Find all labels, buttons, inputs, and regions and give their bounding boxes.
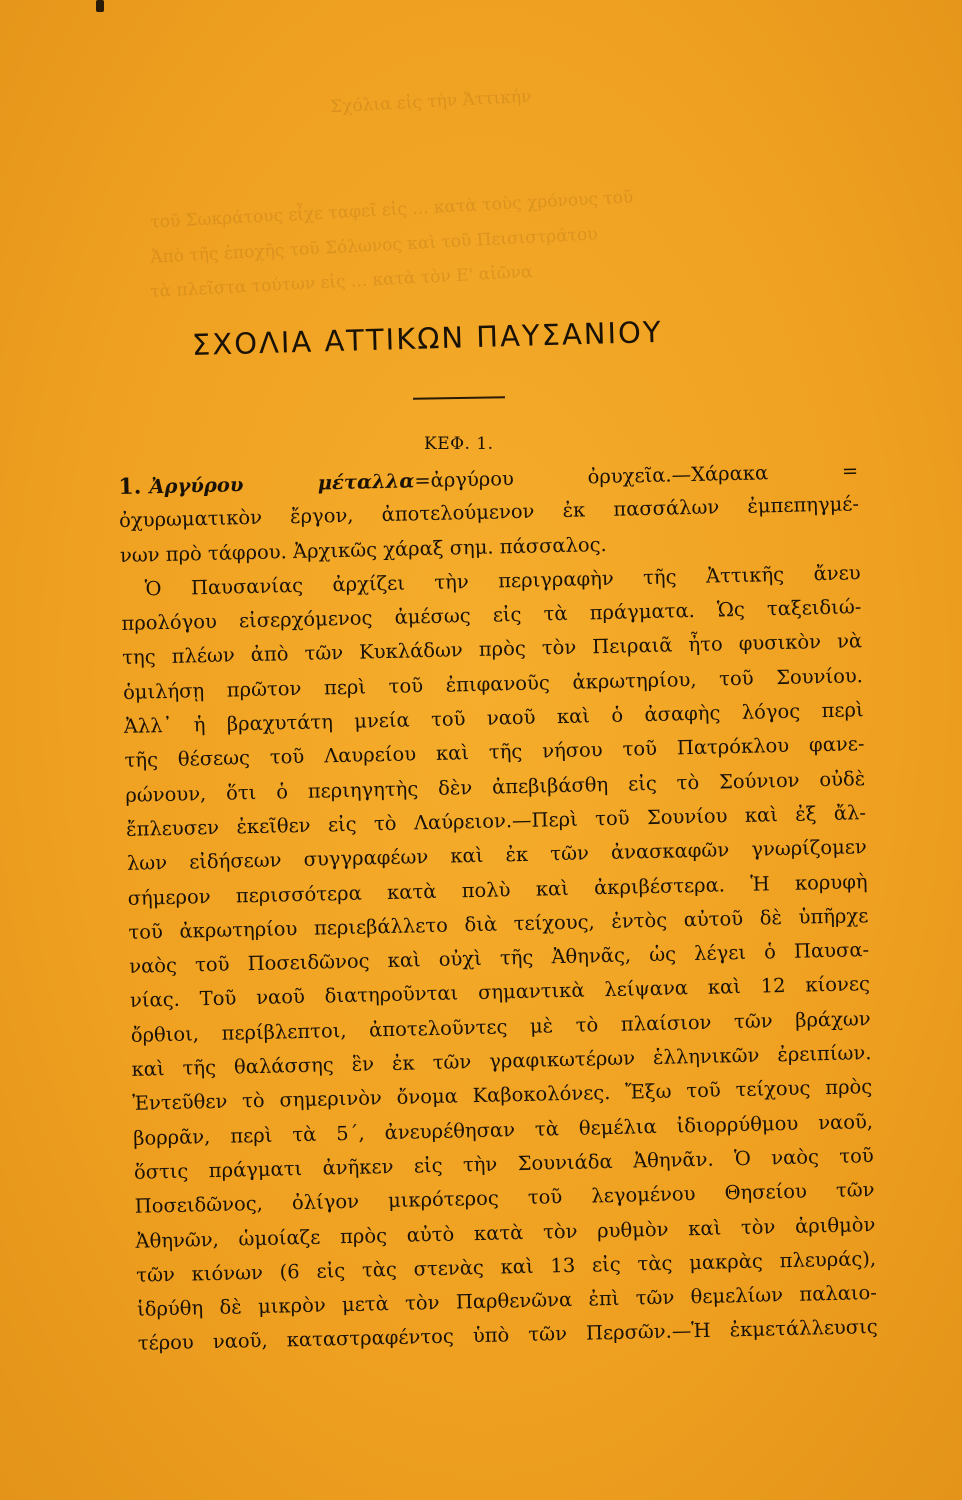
bleed-through-text: τὰ πλεῖστα τούτων εἰς ... κατὰ τὸν Ε' αἰῶνα	[149, 261, 533, 303]
text-line: καὶ τῆς θαλάσσης ἓν ἐκ τῶν γραφικωτέρων ἑλληνικῶν ἐρειπίων.	[131, 1041, 872, 1081]
text-line: Ἀλλ᾽ ἡ βραχυτάτη μνεία τοῦ ναοῦ καὶ ὁ ἀσαφὴς λόγος περὶ	[123, 698, 864, 739]
text-line: βορρᾶν, περὶ τὰ 5΄, ἀνευρέθησαν τὰ θεμέλια ἰδιορρύθμου ναοῦ,	[132, 1109, 874, 1150]
text-line: Ὁ Παυσανίας ἀρχίζει τὴν περιγραφὴν τῆς Ἀττικῆς ἄνευ	[144, 561, 861, 601]
text-line: τῶν κιόνων (6 εἰς τὰς στενὰς καὶ 13 εἰς τὰς μακρὰς πλευράς),	[136, 1246, 877, 1287]
text-line: νων πρὸ τάφρου. Ἀρχικῶς χάραξ σημ. πάσσαλος.	[119, 532, 607, 567]
text-line: σήμερον περισσότερα κατὰ πολὺ καὶ ἀκριβέστερα. Ἡ κορυφὴ	[127, 869, 868, 910]
text-line: ὅστις πράγματι ἀνῆκεν εἰς τὴν Σουνιάδα Ἀθηνᾶν. Ὁ ναὸς τοῦ	[133, 1143, 875, 1184]
text-line: τέρου ναοῦ, καταστραφέντος ὑπὸ τῶν Περσῶν.—Ἡ ἐκμετάλλευσις	[137, 1315, 878, 1356]
page-title: ΣΧΟΛΙΑ ΑΤΤΙΚΩΝ ΠΑΥΣΑΝΙΟΥ	[191, 314, 663, 362]
text-line: Ἀθηνῶν, ὡμοίαζε πρὸς αὐτὸ κατὰ τὸν ρυθμὸν καὶ τὸν ἀριθμὸν	[135, 1212, 876, 1253]
lemma: Ἀργύρου μέταλλα	[149, 469, 415, 499]
paragraph-number: 1.	[118, 473, 142, 500]
text-line: ὀχυρωματικὸν ἔργον, ἀποτελούμενον ἐκ πασσάλων ἐμπεπηγμέ-	[118, 492, 860, 533]
text-line: ὁμιλήσῃ πρῶτον περὶ τοῦ ἐπιφανοῦς ἀκρωτηρίου, τοῦ Σουνίου.	[122, 663, 864, 704]
title-divider	[413, 396, 505, 400]
text-segment: =ἀργύρου ὀρυχεῖα.—Χάρακα =	[414, 459, 859, 493]
text-line: τῆς θέσεως τοῦ Λαυρείου καὶ τῆς νήσου τοῦ Πατρόκλου φανε-	[124, 732, 865, 773]
bleed-through-text: τοῦ Σωκράτους εἶχε ταφεῖ εἰς ... κατὰ τοὺς χρόνους τοῦ	[149, 187, 634, 233]
text-line: νίας. Τοῦ ναοῦ διατηροῦνται σημαντικὰ λείψανα καὶ 12 κίονες	[129, 972, 871, 1013]
chapter-heading: ΚΕΦ. 1.	[424, 434, 494, 454]
text-line: ρώνουν, ὅτι ὁ περιηγητὴς δὲν ἀπεβιβάσθη εἰς τὸ Σούνιον οὐδὲ	[125, 766, 866, 807]
text-line: προλόγου εἰσερχόμενος ἀμέσως εἰς τὰ πράγματα. Ὡς ταξειδιώ-	[121, 595, 862, 636]
text-line: τοῦ ἀκρωτηρίου περιεβάλλετο διὰ τείχους, ἐντὸς αὐτοῦ δὲ ὑπῆρχε	[128, 903, 869, 944]
text-line: Ποσειδῶνος, ὀλίγον μικρότερος τοῦ λεγομένου Θησείου τῶν	[134, 1178, 875, 1219]
bleed-through-text: Σχόλια εἰς τὴν Ἀττικήν	[329, 86, 532, 118]
text-line: ναὸς τοῦ Ποσειδῶνος καὶ οὐχὶ τῆς Ἀθηνᾶς, ὡς λέγει ὁ Παυσα-	[129, 938, 870, 979]
bleed-through-text: Ἀπὸ τῆς ἐποχῆς τοῦ Σόλωνος καὶ τοῦ Πεισιστράτου	[149, 224, 599, 268]
ink-mark	[96, 0, 104, 12]
text-line: της πλέων ἀπὸ τῶν Κυκλάδων πρὸς τὸν Πειραιᾶ ἦτο φυσικὸν νὰ	[122, 629, 863, 670]
text-line: λων εἰδήσεων συγγραφέων καὶ ἐκ τῶν ἀνασκαφῶν γνωρίζομεν	[126, 835, 868, 876]
text-line: ἔπλευσεν ἐκεῖθεν εἰς τὸ Λαύρειον.—Περὶ τοῦ Σουνίου καὶ ἐξ ἄλ-	[125, 801, 867, 841]
text-line: ἱδρύθη δὲ μικρὸν μετὰ τὸν Παρθενῶνα ἐπὶ τῶν θεμελίων παλαιο-	[136, 1281, 878, 1321]
text-line: Ἐντεῦθεν τὸ σημερινὸν ὄνομα Καβοκολόνες. Ἔξω τοῦ τείχους πρὸς	[132, 1075, 873, 1116]
commentary-body	[118, 453, 878, 1361]
text-line: ὄρθιοι, περίβλεπτοι, ἀποτελοῦντες μὲ τὸ πλαίσιον τῶν βράχων	[130, 1006, 871, 1047]
